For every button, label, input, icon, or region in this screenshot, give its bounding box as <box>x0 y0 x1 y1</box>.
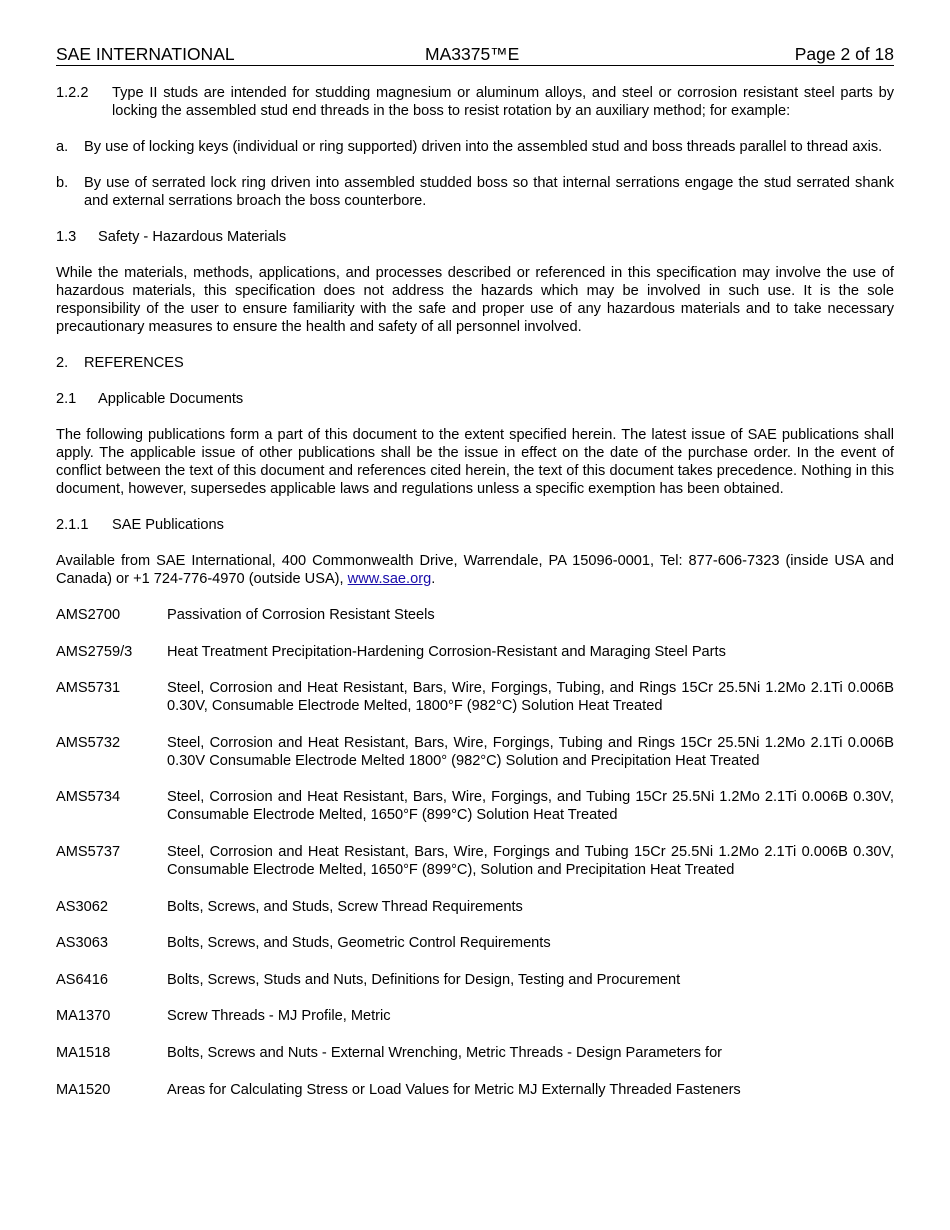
reference-item <box>56 843 894 879</box>
header-page-number: Page 2 of 18 <box>794 44 894 64</box>
list-item-text: By use of locking keys (individual or ring supported) driven into the assembled stud and boss threads parallel to thread axis. <box>84 139 883 155</box>
section-text: Type II studs are intended for studding magnesium or aluminum alloys, and steel or corrosion resistant steel parts by locking the assembled stud end threads in the boss to resist rotation by an auxiliary method; for example: <box>112 85 894 119</box>
heading-2-1 <box>56 390 894 408</box>
heading-2-1-1 <box>56 516 894 534</box>
reference-title: Bolts, Screws, and Studs, Geometric Control Requirements <box>167 935 551 952</box>
safety-paragraph: While the materials, methods, applications, and processes described or referenced in this specification may involve the use of hazardous materials, this specification does not address the hazards which may be involved in such use. It is the sole responsibility of the user to ensure familiarity with the safe and proper use of any hazardous materials and to take necessary precautionary measures to ensure the health and safety of all personnel involved. <box>56 265 894 335</box>
reference-title: Steel, Corrosion and Heat Resistant, Bars, Wire, Forgings, and Tubing 15Cr 25.5Ni 1.2Mo 2.1Ti 0.006B 0.30V, Consumable Electrode Melted, 1650°F (899°C) Solution Heat Treated <box>167 789 894 824</box>
heading-title: Applicable Documents <box>98 391 244 407</box>
heading-title: SAE Publications <box>112 517 224 533</box>
availability-paragraph <box>56 552 894 588</box>
reference-code: AMS2700 <box>56 607 121 623</box>
header-doc-id: MA3375™E <box>425 44 520 64</box>
availability-text: Available from SAE International, 400 Commonwealth Drive, Warrendale, PA 15096-0001, Tel: 877-606-7323 (inside USA and Canada) or +1 724-776-4970 (outside USA), <box>56 553 894 587</box>
header-org: SAE INTERNATIONAL <box>56 44 235 64</box>
heading-1-3 <box>56 228 894 246</box>
heading-number: 2.1 <box>56 391 77 407</box>
reference-title: Heat Treatment Precipitation-Hardening Corrosion-Resistant and Maraging Steel Parts <box>167 643 726 660</box>
reference-code: MA1520 <box>56 1081 111 1098</box>
heading-number: 2.1.1 <box>56 517 89 533</box>
heading-2 <box>56 354 894 372</box>
reference-item <box>56 734 894 770</box>
reference-code: AS3062 <box>56 898 108 915</box>
reference-code: AMS5732 <box>56 734 121 751</box>
reference-list <box>56 606 894 1099</box>
reference-code: AS3063 <box>56 935 108 952</box>
document-body <box>56 84 894 1117</box>
list-item-text: By use of serrated lock ring driven into assembled studded boss so that internal serrations engage the stud serrated shank and external serrations broach the boss counterbore. <box>84 175 894 209</box>
reference-code: MA1370 <box>56 1008 111 1025</box>
reference-title: Bolts, Screws and Nuts - External Wrenching, Metric Threads - Design Parameters for <box>167 1044 723 1061</box>
heading-title: Safety - Hazardous Materials <box>98 229 287 245</box>
reference-code: AMS5734 <box>56 789 121 806</box>
heading-title: REFERENCES <box>84 355 184 371</box>
list-item-label: a. <box>56 139 69 155</box>
reference-item <box>56 679 894 715</box>
reference-item <box>56 971 894 989</box>
heading-number: 1.3 <box>56 229 77 245</box>
list-item-b <box>56 174 894 210</box>
page-header <box>56 43 894 66</box>
reference-item <box>56 1081 894 1099</box>
reference-title: Screw Threads - MJ Profile, Metric <box>167 1008 391 1025</box>
reference-title: Steel, Corrosion and Heat Resistant, Bars, Wire, Forgings, Tubing, and Rings 15Cr 25.5Ni 1.2Mo 2.1Ti 0.006B 0.30V, Consumable Electrode Melted, 1800°F (982°C) Solution Heat Treated <box>167 680 894 715</box>
reference-code: AMS2759/3 <box>56 643 133 660</box>
reference-title: Steel, Corrosion and Heat Resistant, Bars, Wire, Forgings, Tubing and Rings 15Cr 25.5Ni 1.2Mo 2.1Ti 0.006B 0.30V Consumable Electrode Melted 1800° (982°C) Solution and Precipitation Heat Treated <box>167 734 894 769</box>
availability-end: . <box>431 571 436 587</box>
applicable-documents-paragraph: The following publications form a part of this document to the extent specified herein. The latest issue of SAE publications shall apply. The applicable issue of other publications shall be the issue in effect on the date of the purchase order. In the event of conflict between the text of this document and references cited herein, the text of this document takes precedence. Nothing in this document, however, supersedes applicable laws and regulations unless a specific exemption has been obtained. <box>56 427 894 497</box>
section-1-2-2 <box>56 84 894 120</box>
reference-title: Bolts, Screws, Studs and Nuts, Definitions for Design, Testing and Procurement <box>167 971 681 988</box>
reference-item <box>56 788 894 824</box>
reference-code: MA1518 <box>56 1044 111 1061</box>
section-number: 1.2.2 <box>56 85 89 101</box>
reference-item <box>56 1007 894 1025</box>
reference-item <box>56 606 894 624</box>
reference-item <box>56 898 894 916</box>
reference-item <box>56 643 894 661</box>
reference-code: AS6416 <box>56 971 108 988</box>
reference-title: Areas for Calculating Stress or Load Values for Metric MJ Externally Threaded Fasteners <box>167 1081 741 1098</box>
reference-title: Passivation of Corrosion Resistant Steels <box>167 607 435 623</box>
reference-title: Steel, Corrosion and Heat Resistant, Bars, Wire, Forgings and Tubing 15Cr 25.5Ni 1.2Mo 2.1Ti 0.006B 0.30V, Consumable Electrode Melted, 1650°F (899°C), Solution and Precipitation Heat Treated <box>167 843 894 878</box>
reference-title: Bolts, Screws, and Studs, Screw Thread Requirements <box>167 898 523 915</box>
heading-number: 2. <box>56 355 69 371</box>
list-item-a <box>56 138 894 156</box>
sae-website-link[interactable]: www.sae.org <box>347 571 432 587</box>
list-item-label: b. <box>56 175 69 191</box>
reference-code: AMS5737 <box>56 843 121 860</box>
reference-item <box>56 1044 894 1062</box>
reference-code: AMS5731 <box>56 680 121 697</box>
reference-item <box>56 934 894 952</box>
